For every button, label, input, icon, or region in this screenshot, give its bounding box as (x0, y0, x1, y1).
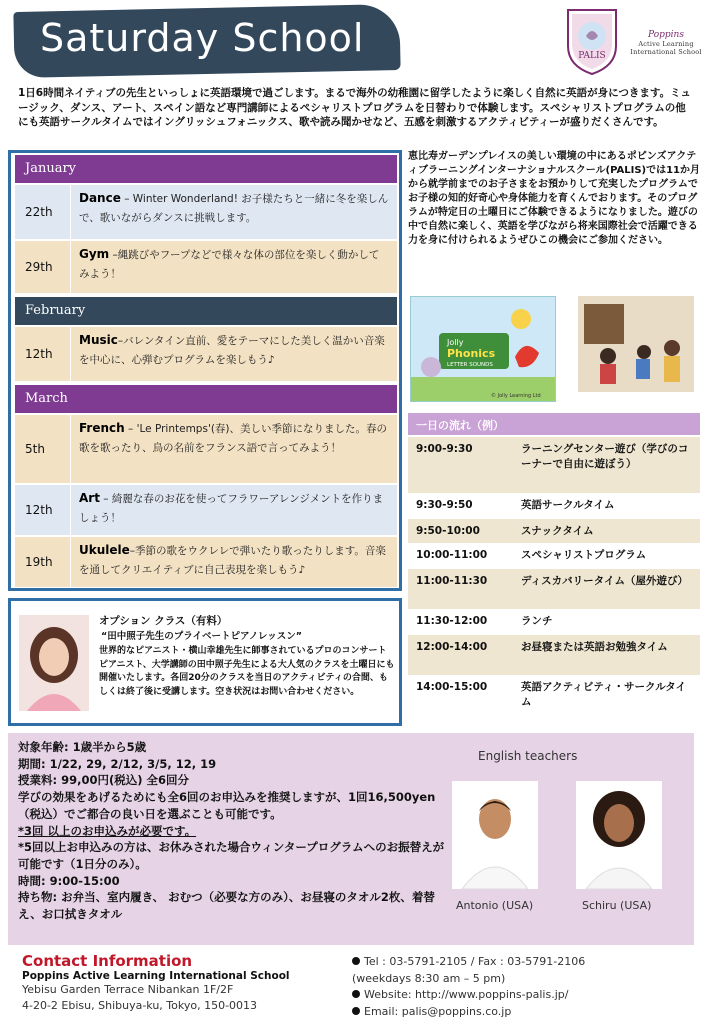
program-text: – 綺麗な春のお花を使ってフラワーアレンジメントを作りましょう！ (79, 493, 384, 524)
classroom-photo (578, 296, 694, 392)
info-note1: 学びの効果をあげるためにも全6回のお申込みを推奨しますが、1回16,500yen（税込）でご都合の良い日を選ぶことも可能です。 (18, 790, 436, 821)
schedule-desc (71, 485, 397, 535)
logo-text: PALIS (578, 51, 606, 61)
month-header-january: January (15, 155, 397, 183)
contact-block (22, 952, 352, 1014)
flow-row (408, 675, 700, 715)
schedule-row (15, 537, 397, 587)
program-text: – Winter Wonderland! お子様たちと一緒に冬を楽しんで、歌いながらダンスに挑戦します。 (79, 193, 389, 224)
contact-details (352, 954, 702, 1020)
teacher-photo-antonio (452, 781, 538, 889)
contact-heading: Contact Information (22, 952, 193, 970)
program-name: Dance (79, 191, 121, 205)
schedule-box (8, 150, 402, 591)
flow-activity: スペシャリストプログラム (521, 549, 647, 561)
info-time: 時間: 9:00-15:00 (18, 873, 120, 888)
info-box (8, 733, 694, 945)
flow-time: 10:00-11:00 (416, 549, 488, 561)
schedule-day: 12th (15, 485, 71, 535)
teacher-name-1: Antonio (USA) (456, 899, 534, 912)
schedule-row (15, 327, 397, 381)
page-title: Saturday School (40, 16, 365, 60)
contact-hours: (weekdays 8:30 am – 5 pm) (352, 971, 506, 985)
flow-activity: ラーニングセンター遊び（学びのコーナーで自由に遊ぼう） (521, 443, 689, 470)
brand-sub1: Active Learning (638, 40, 694, 48)
brand-name: Poppins (648, 30, 684, 40)
teachers-title: English teachers (478, 749, 578, 763)
flow-activity: ディスカバリータイム（屋外遊び） (521, 575, 688, 587)
option-class-box (8, 598, 402, 726)
palis-shield-logo (564, 6, 620, 76)
flow-time: 11:00-11:30 (416, 575, 488, 587)
option-subtitle: “田中照子先生のプライベートピアノレッスン” (101, 631, 302, 642)
month-header-february: February (15, 297, 397, 325)
flow-activity: 英語アクティビティ・サークルタイム (521, 681, 687, 708)
contact-school: Poppins Active Learning International School (22, 970, 290, 982)
schedule-desc (71, 415, 397, 483)
contact-address-1: Yebisu Garden Terrace Nibankan 1F/2F (22, 983, 234, 996)
contact-address-2: 4-20-2 Ebisu, Shibuya-ku, Tokyo, 150-0013 (22, 999, 258, 1012)
program-text: –バレンタイン直前、愛をテーマにした美しく温かい音楽を中心に、心弾むプログラムを楽しもう♪ (79, 335, 385, 366)
flow-row (408, 493, 700, 519)
option-body: 世界的なピアニスト・横山幸雄先生に師事されているプロのコンサートピアニスト、大学講師の田中照子先生による大人気のクラスを土曜日にも開催いたします。各回20分のクラスを当日のアクティビティの合間、もしくは終了後に受講します。空き状況はお問い合わせください。 (99, 646, 395, 697)
brand-block (624, 30, 708, 56)
bullet-icon (352, 957, 360, 965)
flow-time: 9:50-10:00 (416, 525, 480, 537)
schedule-row (15, 485, 397, 535)
info-note2: *3回 以上のお申込みが必要です。 (18, 823, 197, 838)
program-name: Gym (79, 247, 110, 261)
phonics-caption: LETTER SOUNDS (447, 362, 493, 368)
schedule-desc (71, 185, 397, 239)
contact-website[interactable]: Website: http://www.poppins-palis.jp/ (352, 987, 702, 1004)
phonics-brand: Jolly (447, 338, 464, 347)
schedule-desc (71, 537, 397, 587)
flow-row (408, 609, 700, 635)
schedule-day: 22th (15, 185, 71, 239)
flow-activity: スナックタイム (521, 525, 594, 537)
info-note3: *5回以上お申込みの方は、お休みされた場合ウィンタープログラムへのお振替えが可能です（1日分のみ）。 (18, 840, 445, 871)
schedule-day: 5th (15, 415, 71, 483)
program-name: Music (79, 333, 118, 347)
month-header-march: March (15, 385, 397, 413)
flow-time: 11:30-12:00 (416, 615, 488, 627)
program-text: –季節の歌をウクレレで弾いたり歌ったりします。音楽を通してクリエイティブに自己表現を楽しもう♪ (79, 545, 386, 576)
flow-activity: お昼寝または英語お勉強タイム (521, 641, 668, 653)
flow-time: 9:00-9:30 (416, 443, 473, 455)
teacher-photo-schiru (576, 781, 662, 889)
program-text: – 'Le Printemps'(春)、美しい季節になりました。春の歌を歌ったり、鳥の名前をフランス語で言ってみよう！ (79, 423, 388, 454)
intro-paragraph: 1日6時間ネイティブの先生といっしょに英語環境で過ごします。まるで海外の幼稚園に留学したように楽しく自然に英語が身につきます。ミュージック、ダンス、アート、スペイン語など専門講師によるペシャリストプログラムを日替わりで体験します。スペシャリストプログラムの他にも英語サークルタイムではイングリッシュフォニックス、歌や読み聞かせなど、五感を刺激するアクティビティーが盛りだくさんです。 (18, 87, 691, 128)
flow-activity: 英語サークルタイム (521, 499, 615, 511)
schedule-desc (71, 327, 397, 381)
contact-tel: Tel : 03-5791-2105 / Fax : 03-5791-2106 (352, 954, 702, 971)
schedule-row (15, 241, 397, 293)
info-age: 対象年齢: 1歳半から5歳 (18, 740, 147, 754)
flow-row (408, 437, 700, 493)
program-name: Ukulele (79, 543, 130, 557)
phonics-word: Phonics (447, 347, 496, 360)
flow-time: 12:00-14:00 (416, 641, 488, 653)
schedule-desc (71, 241, 397, 293)
flow-row (408, 635, 700, 675)
option-title: オプション クラス（有料） (99, 615, 228, 627)
program-text: –縄跳びやフープなどで様々な体の部位を楽しく動かしてみよう！ (79, 249, 380, 280)
bullet-icon (352, 1007, 360, 1015)
jolly-phonics-image (410, 296, 556, 402)
schedule-row (15, 185, 397, 239)
flow-row (408, 569, 700, 609)
flow-row (408, 543, 700, 569)
schedule-day: 19th (15, 537, 71, 587)
phonics-credit: © Jolly Learning Ltd (491, 393, 541, 399)
program-name: French (79, 421, 125, 435)
flow-table (408, 437, 700, 715)
flow-time: 14:00-15:00 (416, 681, 488, 693)
program-name: Art (79, 491, 100, 505)
flow-row (408, 519, 700, 543)
schedule-day: 12th (15, 327, 71, 381)
schedule-row (15, 415, 397, 483)
teacher-name-2: Schiru (USA) (582, 899, 652, 912)
schedule-day: 29th (15, 241, 71, 293)
flow-time: 9:30-9:50 (416, 499, 473, 511)
flow-activity: ランチ (521, 615, 553, 627)
brand-sub2: International School (630, 48, 702, 56)
flow-heading: 一日の流れ（例） (408, 413, 700, 435)
info-text (18, 739, 448, 923)
info-fee: 授業料: 99,00円(税込) 全6回分 (18, 773, 189, 788)
bullet-icon (352, 990, 360, 998)
info-items: 持ち物: お弁当、室内履き、 おむつ（必要な方のみ）、お昼寝のタオル2枚、着替え、お口拭きタオル (18, 890, 435, 922)
about-paragraph: 恵比寿ガーデンプレイスの美しい環境の中にあるポピンズアクティブラーニングインターナショナルスクール(PALIS)では11か月から就学前までのお子さまをお預かりして充実したプログラムでお子様の知的好奇心や身体能力を育くんでおります。そのプログラムが特定日の土曜日にご体験できるようになりました。遊びの中で自然に楽しく、英語を学びながら将来国際社会で活躍できる力を身に付けられるようぜひこの機会にご参加ください。 (408, 151, 701, 246)
piano-teacher-photo (19, 615, 89, 711)
info-dates: 期間: 1/22, 29, 2/12, 3/5, 12, 19 (18, 756, 217, 771)
contact-email[interactable]: Email: palis@poppins.co.jp (352, 1004, 702, 1021)
